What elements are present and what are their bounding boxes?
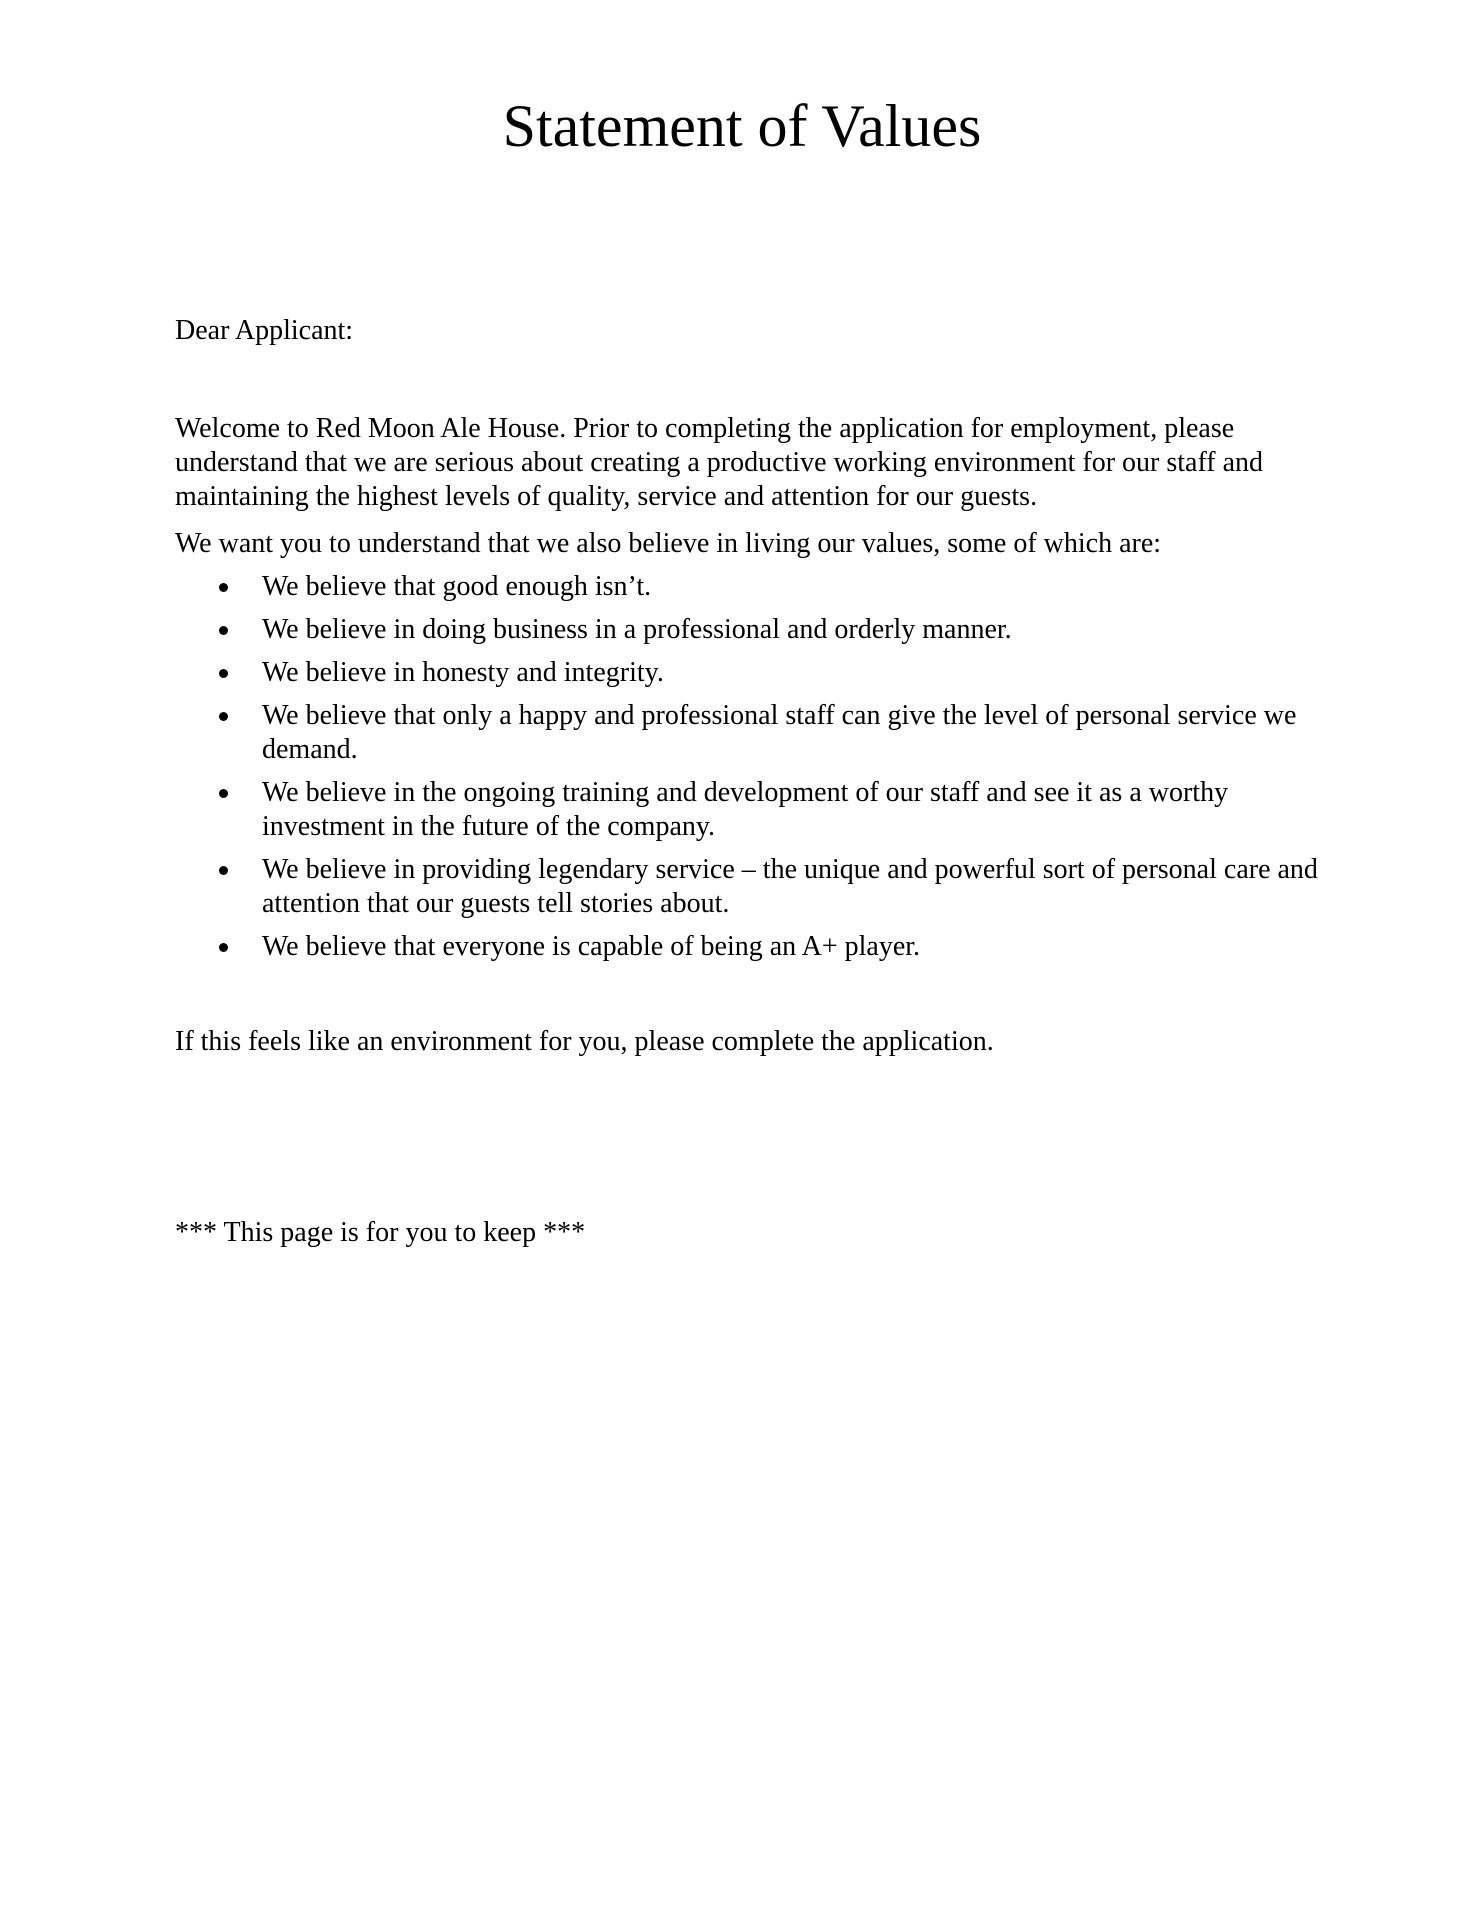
bullet-icon — [219, 866, 228, 875]
value-text: We believe that everyone is capable of being an A+ player. — [262, 931, 921, 962]
intro-paragraph: Welcome to Red Moon Ale House. Prior to completing the application for employment, please understand that we are serious about creating a productive working environment for our staff and maintaining the highest levels of quality, service and attention for our guests. — [175, 413, 1264, 512]
value-text: We believe that only a happy and professional staff can give the level of personal service we demand. — [262, 700, 1297, 765]
value-text: We believe in honesty and integrity. — [262, 657, 664, 688]
salutation: Dear Applicant: — [175, 315, 354, 346]
value-text: We believe that good enough isn’t. — [262, 571, 652, 602]
bullet-icon — [219, 626, 228, 635]
page-title: Statement of Values — [502, 93, 982, 159]
list-item — [175, 613, 1325, 647]
value-text: We believe in the ongoing training and development of our staff and see it as a worthy investment in the future of the company. — [262, 777, 1229, 842]
value-text: We believe in providing legendary service – the unique and powerful sort of personal care and attention that our guests tell stories about. — [262, 854, 1318, 919]
bullet-icon — [219, 789, 228, 798]
list-item — [175, 853, 1325, 921]
bullet-icon — [219, 583, 228, 592]
bullet-icon — [219, 943, 228, 952]
keep-note: *** This page is for you to keep *** — [175, 1217, 586, 1248]
closing-paragraph: If this feels like an environment for you, please complete the application. — [175, 1026, 994, 1057]
list-item — [175, 656, 1325, 690]
bullet-icon — [219, 669, 228, 678]
list-item — [175, 930, 1325, 964]
list-item — [175, 776, 1325, 844]
values-list — [175, 570, 1325, 973]
value-text: We believe in doing business in a professional and orderly manner. — [262, 614, 1012, 645]
list-item — [175, 570, 1325, 604]
values-lead-paragraph: We want you to understand that we also believe in living our values, some of which are: — [175, 528, 1162, 559]
bullet-icon — [219, 712, 228, 721]
list-item — [175, 699, 1325, 767]
